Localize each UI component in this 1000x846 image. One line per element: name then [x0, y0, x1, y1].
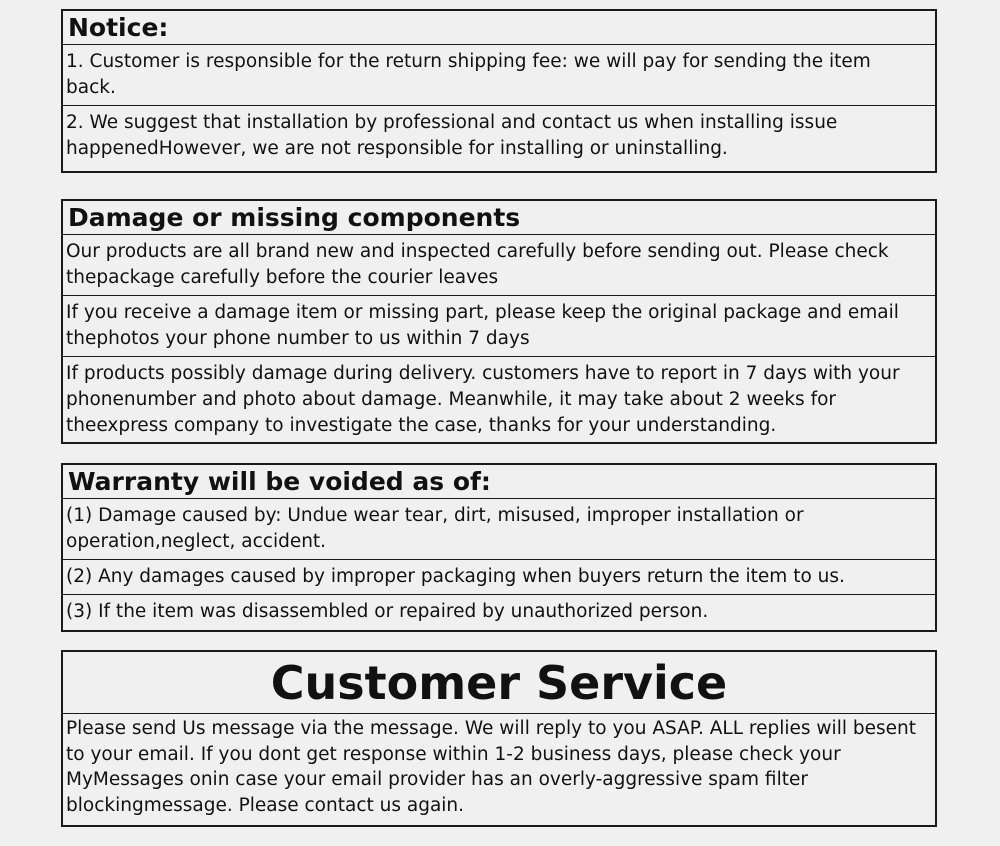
warranty-item-2 — [63, 560, 935, 595]
warranty-item-1 — [63, 499, 935, 560]
notice-item-2 — [63, 106, 935, 166]
customer-service-line-2: to your email. If you dont get response within 1-2 business days, please check your — [66, 743, 841, 765]
customer-service-line-3: MyMessages onin case your email provider has an overly-aggressive spam filter — [66, 769, 808, 790]
damage-item-2 — [63, 296, 935, 357]
notice-item-1-line-2: back. — [66, 77, 116, 98]
customer-service-title: Customer Service — [63, 652, 935, 714]
damage-item-2-line-1: If you receive a damage item or missing part, please keep the original package and email — [66, 302, 899, 323]
warranty-section — [61, 463, 937, 632]
customer-service-line-4: blockingmessage. Please contact us again. — [66, 794, 465, 816]
damage-item-1-line-1: Our products are all brand new and inspected carefully before sending out. Please check — [66, 241, 889, 262]
damage-item-3-line-3: theexpress company to investigate the case, thanks for your understanding. — [66, 415, 777, 436]
damage-item-1 — [63, 235, 935, 296]
notice-title: Notice: — [63, 11, 935, 45]
warranty-item-3-line-1: (3) If the item was disassembled or repaired by unauthorized person. — [66, 601, 709, 622]
damage-section — [61, 199, 937, 444]
warranty-item-1-line-1: (1) Damage caused by: Undue wear tear, dirt, misused, improper installation or — [66, 505, 804, 526]
damage-title: Damage or missing components — [63, 201, 935, 235]
notice-item-2-line-1: 2. We suggest that installation by professional and contact us when installing issue — [66, 112, 838, 133]
damage-item-3 — [63, 357, 935, 443]
notice-item-2-line-2: happenedHowever, we are not responsible for installing or uninstalling. — [66, 138, 728, 159]
customer-service-text — [63, 714, 935, 822]
customer-service-section — [61, 650, 937, 827]
damage-item-3-line-2: phonenumber and photo about damage. Meanwhile, it may take about 2 weeks for — [66, 389, 837, 410]
customer-service-line-1: Please send Us message via the message. We will reply to you ASAP. ALL replies will besent — [66, 718, 916, 739]
notice-section — [61, 9, 937, 173]
notice-item-1 — [63, 45, 935, 106]
warranty-item-3 — [63, 595, 935, 630]
warranty-item-2-line-1: (2) Any damages caused by improper packaging when buyers return the item to us. — [66, 566, 845, 587]
damage-item-3-line-1: If products possibly damage during delivery. customers have to report in 7 days with your — [66, 363, 900, 384]
damage-item-1-line-2: thepackage carefully before the courier leaves — [66, 267, 499, 288]
damage-item-2-line-2: thephotos your phone number to us within 7 days — [66, 328, 530, 349]
warranty-title: Warranty will be voided as of: — [63, 465, 935, 499]
notice-item-1-line-1: 1. Customer is responsible for the return shipping fee: we will pay for sending the item — [66, 51, 871, 72]
warranty-item-1-line-2: operation,neglect, accident. — [66, 531, 327, 552]
